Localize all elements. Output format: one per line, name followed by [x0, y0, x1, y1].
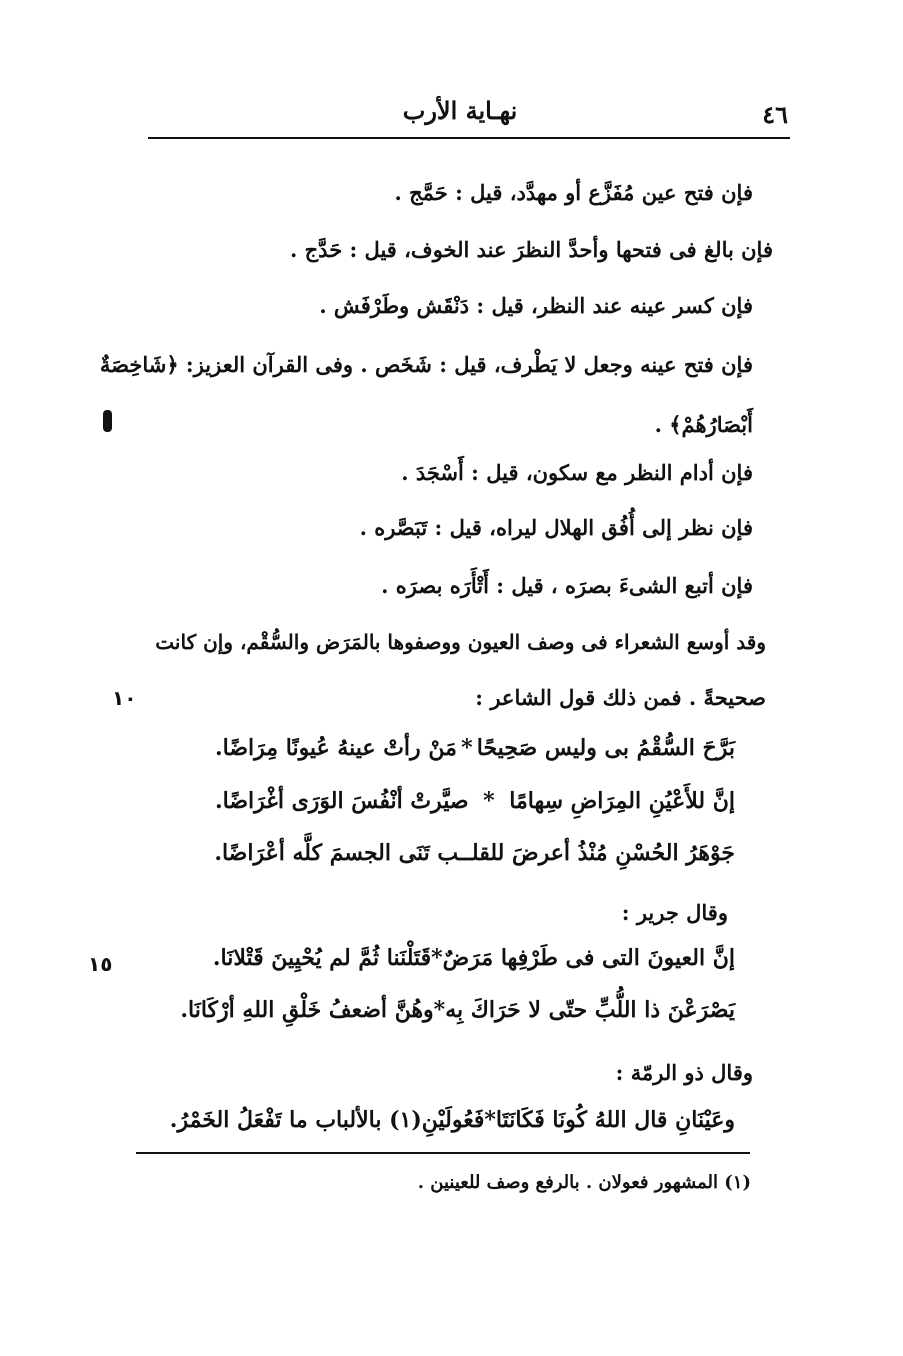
verse-4-first-hemistich: إنَّ العيونَ التى فى طَرْفِها مَرَضٌ — [442, 945, 735, 971]
verse-5-first-hemistich: يَصْرَعْنَ ذا اللُّبِّ حتّى لا حَرَاكَ بِه — [445, 997, 735, 1023]
verse-5-second-hemistich: وهُنَّ أضعفُ خَلْقِ اللهِ أرْكَانَا. — [180, 997, 434, 1023]
verse-4 — [212, 945, 735, 971]
verse-6 — [169, 1107, 735, 1133]
verse-2-second-hemistich: صيَّرتْ أنْفُسَ الوَرَى أغْرَاضًا. — [215, 788, 469, 814]
verse-3-first-hemistich: جَوْهَرُ الحُسْنِ مُنْذُ أعرضَ للقلـ — [465, 840, 735, 866]
verse-4-second-hemistich: قَتَلْنَنا ثُمَّ لم يُحْيِينَ قَتْلانَا. — [212, 945, 432, 971]
text-line-2: فإن بالغ فى فتحها وأحدَّ النظرَ عند الخوف، قيل : حَدَّج . — [290, 237, 773, 262]
text-line-6: فإن أدام النظر مع سكون، قيل : أَسْجَدَ . — [401, 460, 753, 485]
verse-5 — [180, 997, 735, 1023]
verse-2-first-hemistich: إنَّ للأَعْيُنِ المِرَاضِ سِهامًا — [509, 788, 735, 814]
verse-1 — [215, 735, 735, 761]
margin-number-10: ١٠ — [112, 686, 137, 710]
text-line-3: فإن كسر عينه عند النظر، قيل : دَنْقَش وطَرْفَش . — [319, 293, 753, 318]
text-line-10: صحيحةً . فمن ذلك قول الشاعر : — [475, 685, 766, 710]
verse-3-second-hemistich: ـب تَنَى الجسمَ كلَّه أعْرَاضًا. — [214, 840, 466, 866]
verse-6-second-hemistich: فَعُولَيْنِ(١) بالألباب ما تَفْعَلُ الخَمْرُ. — [169, 1107, 485, 1133]
header-rule — [148, 137, 790, 139]
verse-2-separator: * — [483, 788, 495, 814]
verse-1-separator: * — [461, 735, 473, 761]
text-line-8: فإن أتبع الشىءَ بصرَه ، قيل : أَتْأَرَه بصرَه . — [381, 573, 753, 598]
text-line-7: فإن نظر إلى أُفُق الهلال ليراه، قيل : تَبَصَّره . — [359, 515, 753, 540]
verse-3 — [215, 840, 735, 866]
page-number: ٤٦ — [762, 100, 788, 129]
text-line-9: وقد أوسع الشعراء فى وصف العيون ووصفوها بالمَرَض والسُّقْم، وإن كانت — [155, 630, 766, 654]
text-line-1: فإن فتح عين مُفَزَّع أو مهدَّد، قيل : حَمَّج . — [394, 180, 753, 205]
verse-6-separator: * — [484, 1107, 496, 1133]
running-title: نهـاية الأرب — [402, 96, 518, 125]
verse-6-first-hemistich: وعَيْنَانِ قال اللهُ كُونَا فَكَانَتَا — [495, 1107, 735, 1133]
footnote-rule — [136, 1152, 750, 1154]
text-line-5: أَبْصَارُهُمْ﴾ . — [654, 412, 753, 437]
verse-4-separator: * — [431, 945, 443, 971]
verse-2 — [215, 788, 735, 814]
verse-1-second-hemistich: مَنْ رأتْ عينهُ عُيونًا مِرَاضًا. — [215, 735, 457, 761]
margin-mark — [103, 410, 112, 432]
verse-1-first-hemistich: بَرَّحَ السُّقْمُ بى وليس صَحِيحًا — [476, 735, 735, 761]
text-line-4: فإن فتح عينه وجعل لا يَطْرف، قيل : شَخَص . وفى القرآن العزيز: ﴿شَاخِصَةٌ — [99, 352, 753, 377]
margin-number-15: ١٥ — [88, 952, 113, 976]
text-line-11: وقال جرير : — [621, 900, 728, 925]
text-line-12: وقال ذو الرمّة : — [615, 1060, 753, 1085]
footnote: (١) المشهور فعولان . بالرفع وصف للعينين . — [417, 1172, 751, 1193]
verse-5-separator: * — [433, 997, 446, 1023]
